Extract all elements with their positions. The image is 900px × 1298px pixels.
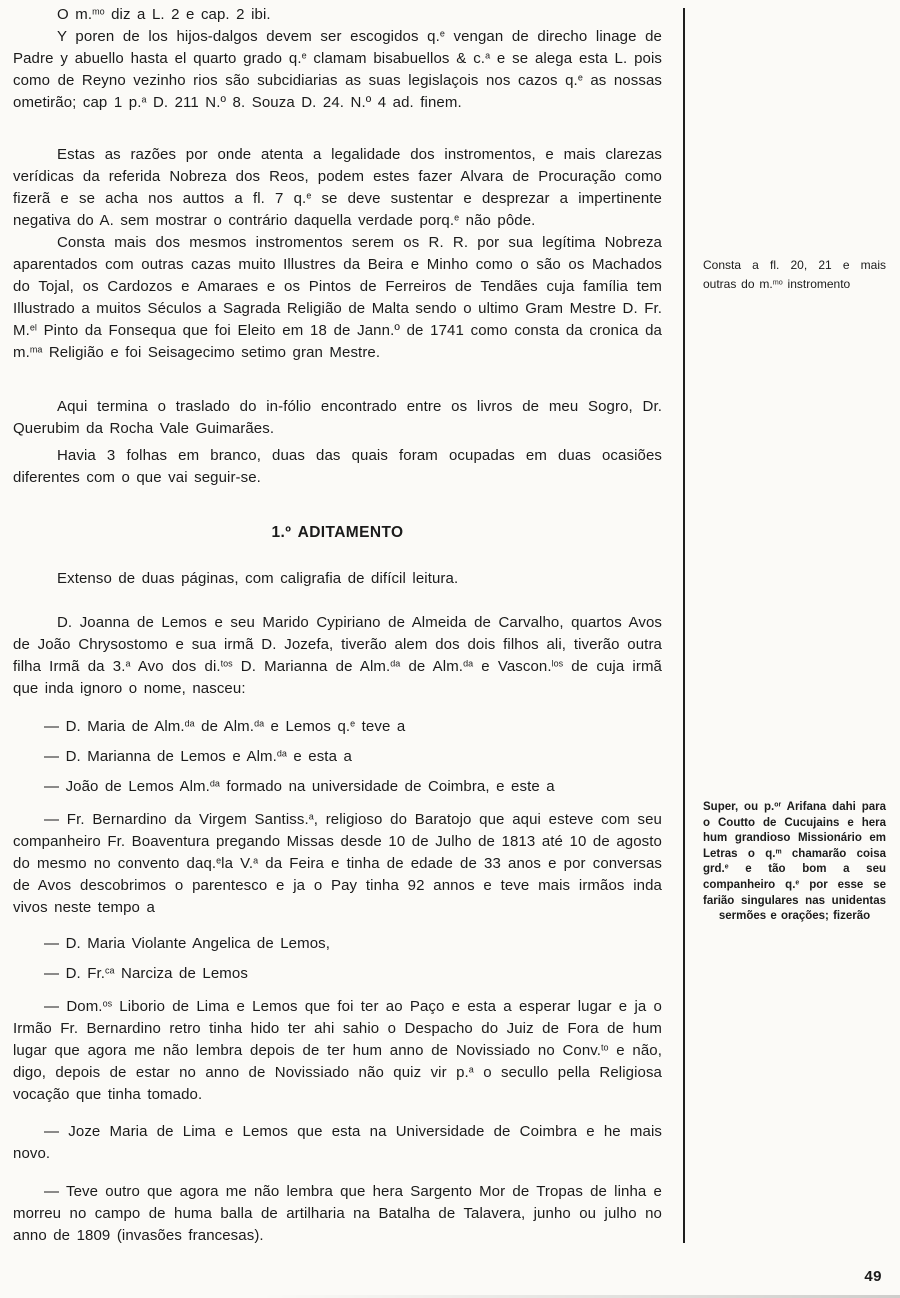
genealogy-list-item: — D. Fr.$^{ca}$ Narciza de Lemos bbox=[44, 965, 248, 982]
genealogy-list-item: — Dom.$^{os}$ Liborio de Lima e Lemos que foi ter ao Paço e esta a esperar lugar e ja o Irmão Fr. Bernardino retro tinha hido ter ahi sahio o Despacho do Juiz de Fora de hum lugar que agora me não lembra depois de ter hum anno de Novissiado no Conv.$^{to}$ e não, digo, depois de estar no anno de Novissiado não quiz vir p.$^a$ o secullo pella Religiosa vocação que tinha tomado. bbox=[13, 998, 662, 1103]
genealogy-list-item: — D. Marianna de Lemos e Alm.$^{da}$ e esta a bbox=[44, 748, 352, 765]
genealogy-list-item: — Joze Maria de Lima e Lemos que esta na Universidade de Coimbra e he mais novo. bbox=[13, 1123, 662, 1162]
page-number: 49 bbox=[864, 1268, 882, 1285]
column-divider-rule bbox=[683, 8, 685, 1243]
genealogy-list-item: — D. Maria Violante Angelica de Lemos, bbox=[44, 935, 331, 952]
margin-note-arifana: Super, ou p.$^{or}$ Arifana dahi para o Coutto de Cucujains e hera hum grandioso Missionário em Letras o q.$^m$ chamarão coisa grd.$^e$ e tão bom a seu companheiro q.$^e$ por esse se farião singulares nas unidentas sermões e orações; fizerão bbox=[703, 801, 887, 923]
main-text-column bbox=[13, 0, 662, 1247]
paragraph: D. Joanna de Lemos e seu Marido Cypiriano de Almeida de Carvalho, quartos Avos de João Chrysostomo e sua irmã D. Jozefa, tiverão alem dos dois filhos ali, tiverão outra filha Irmã da 3.$^a$ Avo dos di.$^{tos}$ D. Marianna de Alm.$^{da}$ de Alm.$^{da}$ e Vascon.$^{los}$ de cuja irmã que inda ignoro o nome, nasceu: bbox=[13, 614, 662, 697]
genealogy-list-item: — D. Maria de Alm.$^{da}$ de Alm.$^{da}$ e Lemos q.$^e$ teve a bbox=[44, 718, 406, 735]
paragraph: O m.$^{mo}$ diz a L. 2 e cap. 2 ibi. bbox=[57, 6, 271, 23]
paragraph: Y poren de los hijos-dalgos devem ser escogidos q.$^e$ vengan de direcho linage de Padre y abuello hasta el quarto grado q.$^e$ clamam bisabuellos & c.$^a$ e se alega esta L. pois como de Reyno vezinho rios são subcidiarias as suas legislaçois nos cazos q.$^e$ as nossas ometirão; cap 1 p.$^a$ D. 211 N.º 8. Souza D. 24. N.º 4 ad. finem. bbox=[13, 28, 662, 111]
margin-note-instromento: Consta a fl. 20, 21 e mais outras do m.$^{mo}$ instromento bbox=[703, 258, 886, 291]
genealogy-list-item: — Teve outro que agora me não lembra que hera Sargento Mor de Tropas de linha e morreu no campo de huma balla de artilharia na Batalha de Talavera, junho ou julho no anno de 1809 (invasões francesas). bbox=[13, 1183, 662, 1244]
genealogy-list-item: — João de Lemos Alm.$^{da}$ formado na universidade de Coimbra, e este a bbox=[44, 778, 555, 795]
paragraph: Havia 3 folhas em branco, duas das quais foram ocupadas em duas ocasiões diferentes com o que vai seguir-se. bbox=[13, 447, 662, 486]
section-heading: 1.º ADITAMENTO bbox=[271, 524, 404, 541]
paragraph: Estas as razões por onde atenta a legalidade dos instromentos, e mais clarezas verídicas da referida Nobreza dos Reos, podem estes fazer Alvara de Procuração como fizerã e se acha nos auttos a fl. 7 q.$^e$ se deve sustentar e desprezar a impertinente negativa do A. sem mostrar o contrário daquella verdade porq.$^e$ não pôde. bbox=[13, 146, 662, 229]
paragraph: Aqui termina o traslado do in-fólio encontrado entre os livros de meu Sogro, Dr. Querubim da Rocha Vale Guimarães. bbox=[13, 398, 662, 437]
genealogy-list-item: — Fr. Bernardino da Virgem Santiss.$^a$, religioso do Baratojo que aqui esteve com seu companheiro Fr. Boaventura pregando Missas desde 10 de Julho de 1813 até 10 de agosto do mesmo no convento daq.$^e$la V.$^a$ da Feira e tinha de edade de 33 anos e por conversas de Avos descobrimos o parentesco e ja o Pay tinha 92 annos e teve mais irmãos inda vivos neste tempo a bbox=[13, 811, 663, 916]
paragraph: Consta mais dos mesmos instromentos serem os R. R. por sua legítima Nobreza aparentados com outras cazas muito Illustres da Beira e Minho como o são os Machados do Tojal, os Cardozos e Amaraes e os Pintos de Ferreiros de Tendães cuja família tem Illustrado a muitos Séculos a Sagrada Religião de Malta sendo o ultimo Gram Mestre D. Fr. M.$^{el}$ Pinto da Fonsequa que foi Eleito em 18 de Jann.º de 1741 como consta da cronica da m.$^{ma}$ Religião e foi Seisagecimo setimo gran Mestre. bbox=[13, 234, 662, 361]
paragraph: Extenso de duas páginas, com caligrafia de difícil leitura. bbox=[57, 570, 459, 587]
